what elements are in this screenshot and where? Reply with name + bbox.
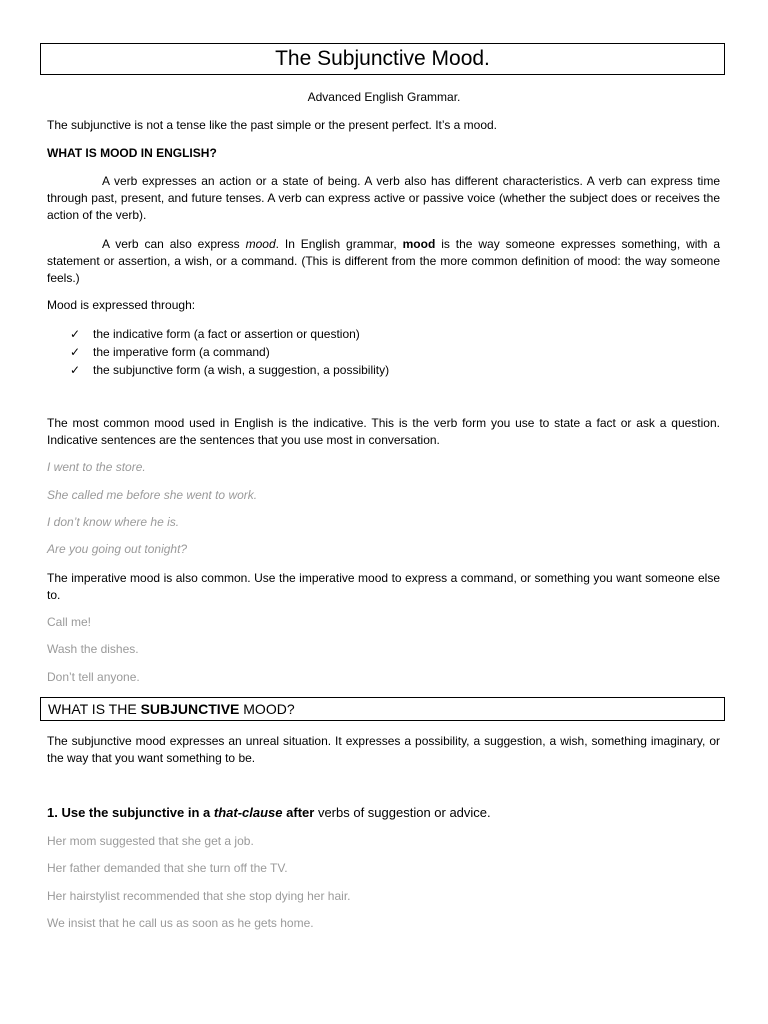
indicative-example: She called me before she went to work. bbox=[47, 488, 258, 502]
paragraph-verb-mood bbox=[47, 236, 720, 287]
rule-1-heading bbox=[47, 805, 491, 820]
paragraph-verb-expresses bbox=[47, 173, 720, 224]
list-item-text: the indicative form (a fact or assertion or question) bbox=[93, 327, 360, 341]
check-mark-icon: ✓ bbox=[70, 363, 81, 377]
page-subtitle: Advanced English Grammar. bbox=[307, 90, 461, 104]
list-item bbox=[70, 361, 389, 379]
imperative-example: Don’t tell anyone. bbox=[47, 670, 140, 684]
indicative-example: I went to the store. bbox=[47, 460, 146, 474]
section-heading-part-c: MOOD? bbox=[239, 701, 295, 717]
paragraph-verb-expresses-text: A verb expresses an action or a state of being. A verb also has different characteristics. A verb can express time through past, present, and future tenses. A verb can express active or passive voice (whether the subject does or receives the action of the verb). bbox=[47, 174, 720, 222]
indicative-example: Are you going out tonight? bbox=[47, 542, 188, 556]
section-heading-part-b: SUBJUNCTIVE bbox=[140, 701, 240, 717]
intro-paragraph: The subjunctive is not a tense like the past simple or the present perfect. It’s a mood. bbox=[47, 118, 498, 132]
para2-part-a: A verb can also express bbox=[102, 237, 246, 251]
mood-list bbox=[70, 325, 389, 379]
rule1-part-d: verbs of suggestion or advice bbox=[317, 805, 488, 820]
rule1-example: Her mom suggested that she get a job. bbox=[47, 834, 254, 848]
rule1-part-a: 1. Use the subjunctive in a bbox=[47, 805, 214, 820]
section-heading-subjunctive bbox=[40, 697, 725, 721]
rule1-part-b: that-clause bbox=[213, 805, 283, 820]
rule1-example: Her father demanded that she turn off the TV. bbox=[47, 861, 288, 875]
para2-part-d: mood bbox=[402, 237, 436, 251]
subjunctive-paragraph: The subjunctive mood expresses an unreal situation. It expresses a possibility, a suggestion, a wish, something imaginary, or the way that you want something to be. bbox=[47, 734, 720, 765]
imperative-example: Wash the dishes. bbox=[47, 642, 139, 656]
list-item bbox=[70, 325, 389, 343]
imperative-paragraph: The imperative mood is also common. Use the imperative mood to express a command, or something you want someone else to. bbox=[47, 571, 720, 602]
rule1-part-c: after bbox=[282, 805, 318, 820]
para2-part-e: is the way someone expresses something, with a statement or assertion, a wish, or a command. (This is different from the more common definition of mood: the way someone feels.) bbox=[47, 237, 720, 285]
indicative-paragraph: The most common mood used in English is the indicative. This is the verb form you use to state a fact or ask a question. Indicative sentences are the sentences that you use most in conversation. bbox=[47, 416, 720, 447]
rule1-example: We insist that he call us as soon as he gets home. bbox=[47, 916, 314, 930]
imperative-example: Call me! bbox=[47, 615, 92, 629]
rule1-example: Her hairstylist recommended that she stop dying her hair. bbox=[47, 889, 351, 903]
heading-what-is-mood: WHAT IS MOOD IN ENGLISH? bbox=[47, 146, 217, 160]
para2-part-c: . In English grammar, bbox=[275, 237, 403, 251]
list-item-text: the imperative form (a command) bbox=[93, 345, 270, 359]
page-title: The Subjunctive Mood. bbox=[40, 43, 725, 75]
rule1-part-e: . bbox=[487, 805, 491, 820]
mood-expressed-label: Mood is expressed through: bbox=[47, 298, 196, 312]
check-mark-icon: ✓ bbox=[70, 345, 81, 359]
check-mark-icon: ✓ bbox=[70, 327, 81, 341]
section-heading-part-a: WHAT IS THE bbox=[48, 701, 141, 717]
list-item-text: the subjunctive form (a wish, a suggestion, a possibility) bbox=[93, 363, 390, 377]
indicative-example: I don’t know where he is. bbox=[47, 515, 180, 529]
list-item bbox=[70, 343, 389, 361]
para2-part-b: mood bbox=[245, 237, 276, 251]
